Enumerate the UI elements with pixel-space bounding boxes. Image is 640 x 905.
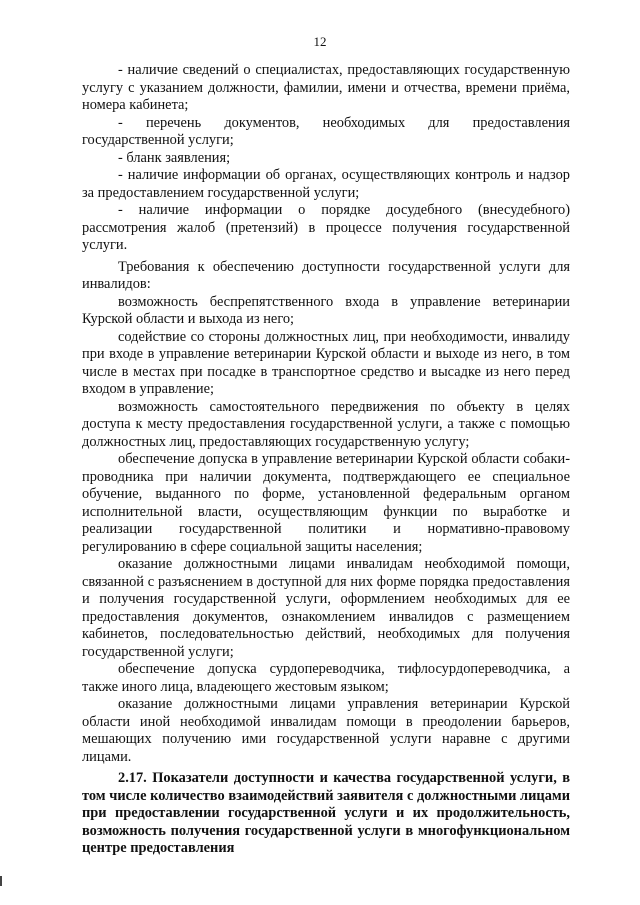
paragraph-control-bodies: - наличие информации об органах, осуществляющих контроль и надзор за предоставлением государственной услуги; — [82, 167, 570, 201]
scan-edge-mark — [0, 876, 2, 886]
paragraph-specialists-info: - наличие сведений о специалистах, предоставляющих государственную услугу с указанием должности, фамилии, имени и отчества, времени приёма, номера кабинета; — [82, 62, 570, 113]
paragraph-official-assistance: содействие со стороны должностных лиц, при необходимости, инвалиду при входе в управление ветеринарии Курской области и выходе из него, в том числе в местах при посадке в транспортное средство и высадке из него перед входом в управление; — [82, 328, 570, 397]
document-body — [82, 62, 570, 858]
paragraph-sign-interpreter: обеспечение допуска сурдопереводчика, тифлосурдопереводчика, а также иного лица, владеющего жестовым языком; — [82, 661, 570, 695]
section-heading-2-17: 2.17. Показатели доступности и качества государственной услуги, в том числе количество взаимодействий заявителя с должностными лицами при предоставлении государственной услуги и их продолжительность, возможность получения государственной услуги в многофункциональном центре предоставления — [82, 770, 570, 856]
paragraph-necessary-help: оказание должностными лицами инвалидам необходимой помощи, связанной с разъяснением в доступной для них форме порядка предоставления и получения государственной услуги, оформлением необходимых для ее предоставления документов, ознакомлением инвалидов с размещением кабинетов, последовательностью действий, необходимых для получения государственной услуги; — [82, 556, 570, 660]
paragraph-independent-movement: возможность самостоятельного передвижения по объекту в целях доступа к месту предоставления государственной услуги, а также с помощью должностных лиц, предоставляющих государственную услугу; — [82, 398, 570, 450]
paragraph-complaints-procedure: - наличие информации о порядке досудебного (внесудебного) рассмотрения жалоб (претензий) в процессе получения государственной услуги. — [82, 202, 570, 253]
page-number: 12 — [313, 34, 327, 49]
paragraph-document-list: - перечень документов, необходимых для предоставления государственной услуги; — [82, 114, 570, 148]
paragraph-guide-dog-access: обеспечение допуска в управление ветеринарии Курской области собаки-проводника при наличии документа, подтверждающего ее специальное обучение, выданного по форме, установленной федеральным органом исполнительной власти, осуществляющим функции по выработке и реализации государственной политики и нормативно-правовому регулированию в сфере социальной защиты населения; — [82, 451, 570, 555]
paragraph-barrier-help: оказание должностными лицами управления ветеринарии Курской области иной необходимой инвалидам помощи в преодолении барьеров, мешающих получению ими государственной услуги наравне с другими лицами. — [82, 696, 570, 765]
paragraph-application-form: - бланк заявления; — [118, 149, 231, 166]
paragraph-entrance-access: возможность беспрепятственного входа в управление ветеринарии Курской области и выхода из него; — [82, 293, 570, 327]
paragraph-accessibility-requirements: Требования к обеспечению доступности государственной услуги для инвалидов: — [82, 258, 570, 292]
